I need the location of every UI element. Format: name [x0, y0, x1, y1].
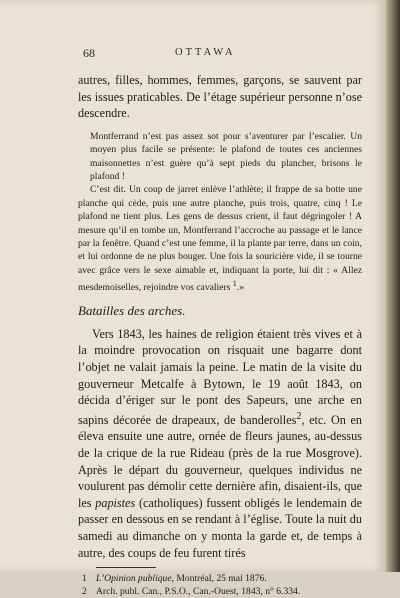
section-italic-word: papistes — [95, 495, 136, 510]
section-title: Batailles des arches. — [78, 302, 186, 318]
footnote-1-text: , Montréal, 25 mai 1876. — [171, 573, 267, 585]
footnote-2 — [78, 585, 362, 598]
block-quote — [78, 130, 362, 295]
quote-paragraph-1: Montferrand n’est pas assez sot pour s’aventurer par l’escalier. Un moyen plus facile se présente: le plafond de toutes ces anciennes maisonnettes n’est guère qu’à sept pieds du plancher, brisons le plafond ! — [90, 130, 362, 182]
section-text-3: (catholiques) fussent obligés le lendemain de passer en dessous en se rendant à l’église. Toute la nuit du samedi au dimanche on y monta la garde et, de temps à autre, des coups de feu furent tirés — [78, 495, 362, 560]
section-text-2: , etc. On en éleva ensuite une autre, ornée de fleurs jaunes, au-dessus de la crique de la rue Rideau (près de la rue Mosgrove). Après le départ du gouverneur, quelques individus ne voulurent pas démolir cette dernière afin, disaient-ils, que les — [78, 412, 362, 510]
section-text-1: Vers 1843, les haines de religion étaient très vives et à la moindre provocation on risquait une bagarre dont l’objet ne valait jamais la peine. Le matin de la visite du gouverneur Metcalfe à Bytown, le 19 août 1843, on décida d’ériger sur le pont des Sapeurs, une arche en sapins décorée de drapeaux, de banderolles — [78, 326, 362, 427]
section-paragraph — [78, 326, 362, 561]
quote-paragraph-2-text: C’est dit. Un coup de jarret enlève l’athlète; il frappe de sa botte une planche qui cède, puis une autre planche, puis trois, quatre, cinq ! Le plafond ne tient plus. Les gens de dessus crient, il faut dégringoler ! A mesure qu’il en tombe un, Montferrand l’accroche au passage et le lance par la fenêtre. Quand c’est une femme, il la plante par terre, dans un coin, et lui ordonne de ne plus bouger. Une fois la souricière vide, il se tourne avec grâce vers le sexe aimable et, indiquant la porte, lui dit : « Allez mesdemoiselles, rejoindre vos cavaliers — [78, 184, 362, 294]
quote-paragraph-2 — [78, 183, 362, 294]
footnote-ref-1: 1 — [232, 279, 237, 289]
book-spine-shadow — [386, 0, 400, 572]
footnote-2-number: 2 — [82, 586, 87, 598]
footnote-2-text: Arch. publ. Can., P.S.O., Can.-Ouest, 1843, n° 6.334. — [96, 586, 301, 598]
page-number: 68 — [83, 46, 95, 60]
footnote-1-number: 1 — [82, 573, 87, 585]
opening-paragraph: autres, filles, hommes, femmes, garçons, se sauvent par les issues praticables. De l’étage supérieur personne n’ose descendre. — [78, 73, 362, 121]
footnotes — [78, 572, 362, 598]
footnote-1-title: L’Opinion publique — [96, 573, 172, 585]
footnote-ref-2: 2 — [296, 410, 302, 422]
page-text — [78, 72, 362, 598]
running-head: OTTAWA — [175, 47, 236, 58]
quote-paragraph-2-end: .» — [236, 282, 244, 294]
footnote-1 — [78, 572, 362, 585]
footnote-rule — [96, 567, 156, 568]
